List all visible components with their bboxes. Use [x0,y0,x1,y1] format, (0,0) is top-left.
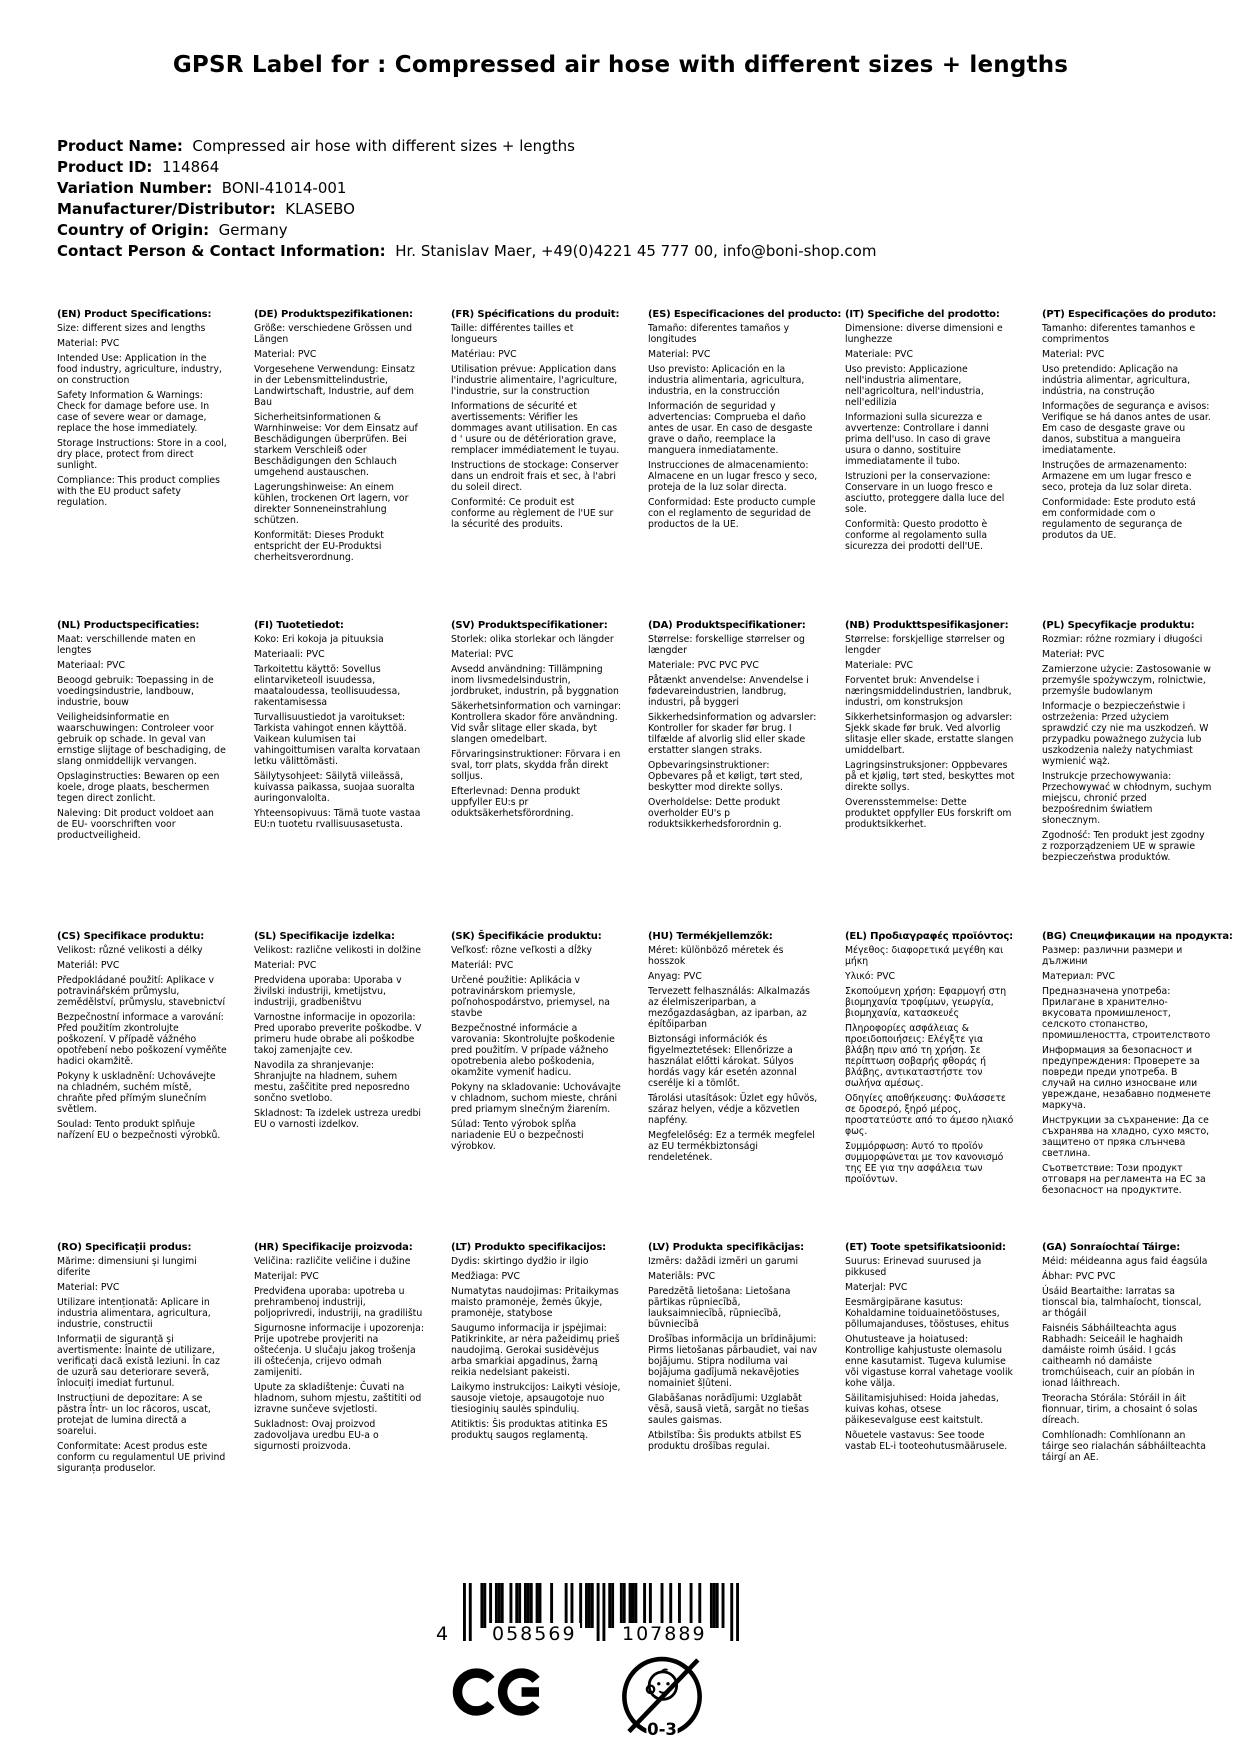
spec-block-sv [451,620,631,931]
spec-block-title: (CS) Specifikace produktu: [57,931,205,942]
spec-paragraph: Förvaringsinstruktioner: Förvara i en sval, torr plats, skydda från direkt solljus. [451,749,621,782]
spec-paragraph: Storage Instructions: Store in a cool, dry place, protect from direct sunlight. [57,438,227,471]
spec-paragraph: Veľkosť: rôzne veľkosti a dĺžky [451,945,592,956]
product-info [57,136,876,262]
spec-paragraph: Информация за безопасност и предупреждения: Проверете за повреди преди употреба. В случай на силно износване или увреждане, незабавно подменете маркуча. [1042,1045,1211,1111]
spec-paragraph: Instruções de armazenamento: Armazene em um lugar fresco e seco, proteja da luz solar direta. [1042,460,1192,493]
spec-paragraph: Материал: PVC [1042,971,1115,982]
spec-paragraph: Opbevaringsinstruktioner: Opbevares på et køligt, tørt sted, beskytter mod direkte sollys. [648,760,803,793]
spec-block-sk [451,931,631,1242]
spec-block-ro [57,1242,237,1553]
spec-paragraph: Beoogd gebruik: Toepassing in de voedingsindustrie, landbouw, industrie, bouw [57,675,214,708]
product-field [57,220,876,241]
spec-paragraph: Conformitate: Acest produs este conform cu regulamentul UE privind siguranța produselor. [57,1441,226,1474]
spec-block-title: (NL) Productspecificaties: [57,620,200,631]
spec-paragraph: Utilisation prévue: Application dans l'industrie alimentaire, l'agriculture, l'industrie, sur la construction [451,364,618,397]
spec-paragraph: Paredzētā lietošana: Lietošana pārtikas rūpniecībā, lauksaimniecībā, rūpniecībā, būvniecībā [648,1286,791,1330]
spec-paragraph: Megfelelőség: Ez a termék megfelel az EU termékbiztonsági rendeletének. [648,1130,815,1163]
spec-block-pt [1042,309,1222,620]
spec-block-title: (GA) Sonraíochtaí Táirge: [1042,1242,1181,1253]
spec-paragraph: Nõuetele vastavus: See toode vastab EL-i tooteohutusmäärusele. [845,1430,1008,1452]
spec-paragraph: Πληροφορίες ασφάλειας & προειδοποιήσεις: Ελέγξτε για βλάβη πριν από τη χρήση. Σε περίπτωση σοβαρής φθοράς ή βλάβης, αντικαταστήστε τον σωλήνα αμέσως. [845,1023,987,1089]
product-field-label: Country of Origin: [57,221,210,239]
spec-paragraph: Méret: különböző méretek és hosszok [648,945,784,967]
spec-block-title: (SV) Produktspecifikationer: [451,620,608,631]
spec-paragraph: Drošības informācija un brīdinājumi: Pirms lietošanas pārbaudiet, vai nav bojājumu. Stipra nodiluma vai bojājuma gadījumā nekavējoties nomainiet šļūteni. [648,1334,818,1389]
spec-paragraph: Size: different sizes and lengths [57,323,206,334]
spec-paragraph: Intended Use: Application in the food industry, agriculture, industry, on construction [57,353,222,386]
product-field-label: Variation Number: [57,179,213,197]
spec-paragraph: Určené použitie: Aplikácia v potravinárskom priemysle, poľnohospodárstvo, priemysel, na stavbe [451,975,610,1019]
spec-paragraph: Instrucțiuni de depozitare: A se păstra într- un loc răcoros, uscat, protejat de lumina directă a soarelui. [57,1393,211,1437]
spec-block-title: (SL) Specifikacije izdelka: [254,931,395,942]
spec-paragraph: Bezpečnostné informácie a varovania: Skontrolujte poškodenie pred použitím. V prípade vážneho opotrebenia alebo poškodenia, okamžite vymeniť hadicu. [451,1023,615,1078]
spec-paragraph: Tamaño: diferentes tamaños y longitudes [648,323,790,345]
spec-paragraph: Bezpečnostní informace a varování: Před použitím zkontrolujte poškození. V případě vážného opotřebení nebo poškození vyměňte hadici okamžitě. [57,1012,227,1067]
spec-paragraph: Sicherheitsinformationen & Warnhinweise: Vor dem Einsatz auf Beschädigungen überprüfen. Bei starkem Verschleiß oder Beschädigungen den Schlauch umgehend austauschen. [254,412,418,478]
spec-block-es [648,309,842,620]
spec-paragraph: Naleving: Dit product voldoet aan de EU- voorschriften voor productveiligheid. [57,808,214,841]
spec-paragraph: Soulad: Tento produkt splňuje nařízení EU o bezpečnosti výrobků. [57,1119,221,1141]
spec-paragraph: Conformità: Questo prodotto è conforme al regolamento sulla sicurezza dei prodotti dell'UE. [845,519,988,552]
spec-block-de [254,309,434,620]
spec-paragraph: Safety Information & Warnings: Check for damage before use. In case of severe wear or damage, replace the hose immediately. [57,390,210,434]
product-field-value: BONI-41014-001 [212,179,347,197]
spec-paragraph: Tervezett felhasználás: Alkalmazás az élelmiszeriparban, a mezőgazdaságban, az iparban, az építőiparban [648,986,811,1030]
spec-paragraph: Uso previsto: Applicazione nell'industria alimentare, nell'agricoltura, nell'industria, nell'edilizia [845,364,984,408]
spec-block-ga [1042,1242,1222,1553]
spec-block-sl [254,931,434,1242]
spec-block-it [845,309,1025,620]
spec-block-pl [1042,620,1222,931]
spec-block-title: (FR) Spécifications du produit: [451,309,620,320]
spec-paragraph: Efterlevnad: Denna produkt uppfyller EU:s pr oduktsäkerhetsförordning. [451,786,580,819]
spec-paragraph: Dimensione: diverse dimensioni e lunghezze [845,323,1003,345]
spec-block-nl [57,620,237,931]
spec-paragraph: Atbilstība: Šis produkts atbilst ES produktu drošības regulai. [648,1430,802,1452]
spec-paragraph: Anyag: PVC [648,971,702,982]
spec-paragraph: Velikost: različne velikosti in dolžine [254,945,421,956]
product-field [57,157,876,178]
spec-block-hr [254,1242,434,1553]
spec-paragraph: Materiale: PVC [845,349,914,360]
spec-paragraph: Materjal: PVC [845,1282,908,1293]
spec-paragraph: Informações de segurança e avisos: Verifique se há danos antes de usar. Em caso de desgaste grave ou danos, substitua a mangueira imediatamente. [1042,401,1211,456]
spec-block-lt [451,1242,631,1553]
spec-block-da [648,620,828,931]
spec-paragraph: Compliance: This product complies with the EU product safety regulation. [57,475,220,508]
spec-block-bg [1042,931,1233,1242]
spec-paragraph: Conformidade: Este produto está em conformidade com o regulamento de segurança de produtos da UE. [1042,497,1196,541]
barcode-group1: 058569 [489,1623,580,1645]
spec-block-title: (RO) Specificații produs: [57,1242,192,1253]
spec-paragraph: Ohutusteave ja hoiatused: Kontrollige kahjustuste olemasolu enne kasutamist. Tugeva kulumise või vigastuse korral vahetage voolik kohe välja. [845,1334,1013,1389]
barcode-group2: 107889 [619,1623,710,1645]
spec-block-title: (DA) Produktspecifikationer: [648,620,806,631]
spec-paragraph: Uso previsto: Aplicación en la industria alimentaria, agricultura, industria, en la construcción [648,364,805,397]
spec-paragraph: Sikkerhedsinformation og advarsler: Kontroller for skader før brug. I tilfælde af alvorlig slid eller skade erstatter slangen straks. [648,712,817,756]
spec-paragraph: Información de seguridad y advertencias: Comprueba el daño antes de usar. En caso de desgaste grave o daño, reemplace la manguera inmediatamente. [648,401,813,456]
spec-paragraph: Velikost: různé velikosti a délky [57,945,203,956]
spec-block-fi [254,620,434,931]
spec-paragraph: Mărime: dimensiuni și lungimi diferite [57,1256,197,1278]
spec-paragraph: Dydis: skirtingo dydžio ir ilgio [451,1256,589,1267]
product-field [57,136,876,157]
spec-paragraph: Overensstemmelse: Dette produktet oppfyller EUs forskrift om produktsikkerhet. [845,797,1012,830]
spec-block-title: (ES) Especificaciones del producto: [648,309,842,320]
product-field-label: Product ID: [57,158,153,176]
product-field-label: Manufacturer/Distributor: [57,200,276,218]
spec-paragraph: Material: PVC [451,649,514,660]
spec-paragraph: Υλικό: PVC [845,971,896,982]
spec-paragraph: Medžiaga: PVC [451,1271,520,1282]
spec-paragraph: Material: PVC [254,960,317,971]
spec-paragraph: Materiál: PVC [451,960,514,971]
spec-paragraph: Tárolási utasítások: Üzlet egy hűvös, száraz helyen, védje a közvetlen napfény. [648,1093,818,1126]
spec-block-et [845,1242,1025,1553]
product-field [57,199,876,220]
spec-paragraph: Conformité: Ce produit est conforme au règlement de l'UE sur la sécurité des produits. [451,497,614,530]
product-field [57,178,876,199]
spec-paragraph: Ábhar: PVC PVC [1042,1271,1116,1282]
spec-paragraph: Rozmiar: różne rozmiary i długości [1042,634,1203,645]
spec-paragraph: Lagringsinstruksjoner: Oppbevares på et kjølig, tørt sted, beskyttes mot direkte sollys. [845,760,1015,793]
spec-paragraph: Faisnéis Sábháilteachta agus Rabhadh: Seiceáil le haghaidh damáiste roimh úsáid. I gcás caitheamh nó damáiste tromchúiseach, cuir an píobán in ionad láithreach. [1042,1323,1195,1389]
spec-paragraph: Säilytysohjeet: Säilytä viileässä, kuivassa paikassa, suojaa suoralta auringonvalolta. [254,771,415,804]
spec-paragraph: Saugumo informacija ir įspėjimai: Patikrinkite, ar nėra pažeidimų prieš naudojimą. Gerokai susidėvėjus arba smarkiai apgadinus, žarną reikia nedelsiant pakeisti. [451,1323,620,1378]
spec-paragraph: Úsáid Beartaithe: Iarratas sa tionscal bia, talmhaíocht, tionscal, ar thógáil [1042,1286,1202,1319]
spec-paragraph: Istruzioni per la conservazione: Conservare in un luogo fresco e asciutto, proteggere dalla luce del sole. [845,471,1005,515]
product-field [57,241,876,262]
spec-paragraph: Overholdelse: Dette produkt overholder EU's p roduktsikkerhedsforordnin g. [648,797,782,830]
spec-paragraph: Pokyny k uskladnění: Uchovávejte na chladném, suchém místě, chraňte před přímým slunečním světlem. [57,1071,216,1115]
spec-paragraph: Informacje o bezpieczeństwie i ostrzeżenia: Przed użyciem sprawdzić czy nie ma uszkodzeń. W przypadku poważnego zużycia lub uszkodzenia należy natychmiast wymienić wąż. [1042,701,1209,767]
product-field-value: 114864 [152,158,220,176]
spec-paragraph: Инструкции за съхранение: Да се съхранява на хладно, сухо място, защитено от пряка слънчева светлина. [1042,1115,1210,1159]
spec-paragraph: Utilizare intenționată: Aplicare in industria alimentara, agricultura, industrie, constructii [57,1297,211,1330]
spec-paragraph: Material: PVC [1042,349,1105,360]
spec-paragraph: Størrelse: forskellige størrelser og længder [648,634,805,656]
spec-block-title: (LV) Produkta specifikācijas: [648,1242,804,1253]
spec-paragraph: Navodila za shranjevanje: Shranjujte na hladnem, suhem mestu, zaščitite pred neposredno sončno svetlobo. [254,1060,410,1104]
spec-paragraph: Koko: Eri kokoja ja pituuksia [254,634,384,645]
spec-paragraph: Materiaal: PVC [57,660,126,671]
spec-paragraph: Biztonsági információk és figyelmeztetések: Ellenőrizze a használat előtti károkat. Súlyos hordás vagy kár esetén azonnal cserélje ki a tömlőt. [648,1034,797,1089]
spec-paragraph: Material: PVC [57,1282,120,1293]
spec-paragraph: Størrelse: forskjellige størrelser og lengder [845,634,1005,656]
spec-paragraph: Συμμόρφωση: Αυτό το προϊόν συμμορφώνεται με τον κανονισμό της ΕΕ για την ασφάλεια των προϊόντων. [845,1141,1004,1185]
spec-paragraph: Предназначена употреба: Прилагане в хранително- вкусовата промишленост, селското стопанство, промишлеността, строителството [1042,986,1211,1041]
spec-block-en [57,309,237,620]
spec-paragraph: Izmērs: dažādi izmēri un garumi [648,1256,799,1267]
spec-paragraph: Suurus: Erinevad suurused ja pikkused [845,1256,982,1278]
spec-paragraph: Μέγεθος: διαφορετικά μεγέθη και μήκη [845,945,1004,967]
spec-paragraph: Maat: verschillende maten en lengtes [57,634,196,656]
spec-paragraph: Opslaginstructies: Bewaren op een koele, droge plaats, beschermen tegen direct zonlicht. [57,771,220,804]
ce-mark-icon [452,1668,546,1716]
page-title: GPSR Label for : Compressed air hose with different sizes + lengths [172,52,1069,78]
spec-paragraph: Material: PVC [57,338,120,349]
spec-paragraph: Konformität: Dieses Produkt entspricht der EU-Produktsi cherheitsverordnung. [254,530,384,563]
spec-paragraph: Säkerhetsinformation och varningar: Kontrollera skador före användning. Vid svår slitage eller skada, byt slangen omedelbart. [451,701,622,745]
spec-paragraph: Zgodność: Ten produkt jest zgodny z rozporządzeniem UE w sprawie bezpieczeństwa produktów. [1042,830,1205,863]
spec-paragraph: Instructions de stockage: Conserver dans un endroit frais et sec, à l'abri du soleil direct. [451,460,619,493]
product-field-value: Germany [209,221,288,239]
spec-paragraph: Súlad: Tento výrobok spĺňa nariadenie EÚ o bezpečnosti výrobkov. [451,1119,584,1152]
spec-paragraph: Materiaali: PVC [254,649,325,660]
spec-paragraph: Instrukcje przechowywania: Przechowywać w chłodnym, suchym miejscu, chronić przed bezpośrednim światłem słonecznym. [1042,771,1212,826]
spec-paragraph: Uso pretendido: Aplicação na indústria alimentar, agricultura, indústria, na construção [1042,364,1191,397]
spec-paragraph: Forventet bruk: Anvendelse i næringsmiddelindustrien, landbruk, industri, om konstruksjon [845,675,1012,708]
spec-paragraph: Avsedd användning: Tillämpning inom livsmedelsindustrin, jordbruket, industrin, på byggnation [451,664,619,697]
spec-block-title: (PL) Specyfikacje produktu: [1042,620,1195,631]
spec-paragraph: Treoracha Stórála: Stóráil in áit fionnuar, tirim, a chosaint ó solas díreach. [1042,1393,1198,1426]
spec-block-el [845,931,1025,1242]
spec-block-title: (EL) Προδιαγραφές προϊόντος: [845,931,1013,942]
spec-paragraph: Instrucciones de almacenamiento: Almacene en un lugar fresco y seco, proteja de la luz solar directa. [648,460,818,493]
spec-paragraph: Skladnost: Ta izdelek ustreza uredbi EU o varnosti izdelkov. [254,1108,422,1130]
spec-paragraph: Numatytas naudojimas: Pritaikymas maisto pramonėje, žemės ūkyje, pramonėje, statybose [451,1286,619,1319]
spec-block-title: (HR) Specifikacije proizvoda: [254,1242,413,1253]
spec-paragraph: Zamierzone użycie: Zastosowanie w przemyśle spożywczym, rolnictwie, przemyśle budowlanym [1042,664,1211,697]
spec-paragraph: Předpokládané použití: Aplikace v potravinářském průmyslu, zemědělství, průmyslu, stavebnictví [57,975,226,1008]
spec-paragraph: Turvallisuustiedot ja varoitukset: Tarkista vahingot ennen käyttöä. Vaikean kulumisen tai vahingoittumisen varalta korvataan letku välittömästi. [254,712,421,767]
spec-paragraph: Οδηγίες αποθήκευσης: Φυλάσσετε σε δροσερό, ξηρό μέρος, προστατεύστε από το άμεσο ηλιακό φως. [845,1093,1014,1137]
spec-paragraph: Tamanho: diferentes tamanhos e comprimentos [1042,323,1196,345]
spec-paragraph: Materiale: PVC PVC PVC [648,660,759,671]
spec-paragraph: Съответствие: Този продукт отговаря на регламента на ЕС за безопасност на продуктите. [1042,1163,1206,1196]
age-warning-icon [616,1648,708,1749]
spec-paragraph: Lagerungshinweise: An einem kühlen, trockenen Ort lagern, vor direkter Sonneneinstrahlung schützen. [254,482,409,526]
spec-paragraph: Predvidena uporaba: Uporaba v živilski industriji, kmetijstvu, industriji, gradbeništvu [254,975,402,1008]
spec-block-title: (ET) Toote spetsifikatsioonid: [845,1242,1006,1253]
spec-paragraph: Material: PVC [254,349,317,360]
spec-paragraph: Materiale: PVC [845,660,914,671]
spec-block-title: (HU) Termékjellemzők: [648,931,773,942]
spec-block-title: (NB) Produkttspesifikasjoner: [845,620,1009,631]
age-range-label: 0-3 [647,1720,677,1740]
spec-block-cs [57,931,237,1242]
spec-paragraph: Méid: méideanna agus faid éagsúla [1042,1256,1208,1267]
spec-paragraph: Atitiktis: Šis produktas atitinka ES produktų saugos reglamentą. [451,1419,608,1441]
spec-paragraph: Pokyny na skladovanie: Uchovávajte v chladnom, suchom mieste, chráni pred priamym slnečným žiarením. [451,1082,621,1115]
spec-paragraph: Matériau: PVC [451,349,517,360]
spec-paragraph: Laikymo instrukcijos: Laikyti vėsioje, sausoje vietoje, apsaugotoje nuo tiesioginių saulės spindulių. [451,1382,621,1415]
spec-block-title: (IT) Specifiche del prodotto: [845,309,1000,320]
product-field-value: KLASEBO [275,200,355,218]
spec-paragraph: Materiál: PVC [57,960,120,971]
spec-paragraph: Materiał: PVC [1042,649,1105,660]
spec-block-title: (DE) Produktspezifikationen: [254,309,413,320]
spec-paragraph: Sukladnost: Ovaj proizvod zadovoljava uredbu EU-a o sigurnosti proizvoda. [254,1419,379,1452]
spec-paragraph: Größe: verschiedene Grössen und Längen [254,323,413,345]
spec-paragraph: Predviđena uporaba: upotreba u prehrambenoj industriji, poljoprivredi, industriji, na gradilištu [254,1286,423,1319]
spec-grid [57,309,1233,1553]
spec-block-title: (SK) Špecifikácie produktu: [451,931,602,942]
spec-block-title: (BG) Спецификации на продукта: [1042,931,1233,942]
spec-paragraph: Informații de siguranță și avertismente: Înainte de utilizare, verificați dacă există leziuni. În caz de uzură sau deteriorare severă, înlocuiți imediat furtunul. [57,1334,220,1389]
spec-block-fr [451,309,631,620]
spec-block-lv [648,1242,828,1553]
spec-paragraph: Glabāšanas norādījumi: Uzglabāt vēsā, sausā vietā, sargāt no tiešas saules gaismas. [648,1393,809,1426]
spec-block-title: (FI) Tuotetiedot: [254,620,344,631]
spec-block-hu [648,931,828,1242]
spec-paragraph: Taille: différentes tailles et longueurs [451,323,574,345]
barcode [436,1583,739,1649]
spec-paragraph: Informazioni sulla sicurezza e avvertenze: Controllare i danni prima dell'uso. In caso di grave usura o danno, sostituire immediatamente il tubo. [845,412,991,467]
spec-paragraph: Upute za skladištenje: Čuvati na hladnom, suhom mjestu, zaštititi od izravne sunčeve svjetlosti. [254,1382,422,1415]
spec-paragraph: Veiligheidsinformatie en waarschuwingen: Controleer voor gebruik op schade. In geval van ernstige slijtage of beschadiging, de slang onmiddellijk vervangen. [57,712,226,767]
spec-paragraph: Vorgesehene Verwendung: Einsatz in der Lebensmittelindustrie, Landwirtschaft, Industrie, auf dem Bau [254,364,415,408]
spec-block-title: (LT) Produkto specifikacijos: [451,1242,607,1253]
spec-paragraph: Eesmärgipärane kasutus: Kohaldamine toiduainetööstuses, põllumajanduses, tööstuses, ehitus [845,1297,1009,1330]
spec-paragraph: Veličina: različite veličine i dužine [254,1256,411,1267]
spec-paragraph: Sikkerhetsinformasjon og advarsler: Sjekk skade før bruk. Ved alvorlig slitasje eller skade, erstatte slangen umiddelbart. [845,712,1014,756]
spec-block-title: (EN) Product Specifications: [57,309,212,320]
product-field-label: Contact Person & Contact Information: [57,242,386,260]
spec-paragraph: Materiāls: PVC [648,1271,716,1282]
spec-paragraph: Comhlíonadh: Comhlíonann an táirge seo rialachán sábháilteachta táirgí an AE. [1042,1430,1206,1463]
spec-paragraph: Размер: различни размери и дължини [1042,945,1183,967]
spec-paragraph: Säilitamisjuhised: Hoida jahedas, kuivas kohas, otsese päikesevalguse eest kaitstult. [845,1393,999,1426]
spec-paragraph: Tarkoitettu käyttö: Sovellus elintarviketeoll isuudessa, maataloudessa, teollisuudessa, rakentamisessa [254,664,401,708]
spec-paragraph: Conformidad: Este producto cumple con el reglamento de seguridad de productos de la UE. [648,497,816,530]
spec-paragraph: Materijal: PVC [254,1271,319,1282]
spec-block-title: (PT) Especificações do produto: [1042,309,1217,320]
spec-paragraph: Påtænkt anvendelse: Anvendelse i fødevareindustrien, landbrug, industri, på byggeri [648,675,809,708]
spec-paragraph: Yhteensopivuus: Tämä tuote vastaa EU:n tuotetu rvallisuusasetusta. [254,808,421,830]
product-field-label: Product Name: [57,137,183,155]
spec-paragraph: Storlek: olika storlekar och längder [451,634,614,645]
spec-block-nb [845,620,1025,931]
spec-paragraph: Informations de sécurité et avertissements: Vérifier les dommages avant utilisation. En cas d ' usure ou de détérioration grave, remplacer immédiatement le tuyau. [451,401,620,456]
product-field-value: Hr. Stanislav Maer, +49(0)4221 45 777 00, info@boni-shop.com [385,242,877,260]
spec-paragraph: Sigurnosne informacije i upozorenja: Prije upotrebe provjeriti na oštećenja. U slučaju jakog trošenja ili oštećenja, crijevo odmah zamijeniti. [254,1323,424,1378]
barcode-first-digit: 4 [436,1623,449,1645]
spec-paragraph: Varnostne informacije in opozorila: Pred uporabo preverite poškodbe. V primeru hude obrabe ali poškodbe takoj zamenjajte cev. [254,1012,422,1056]
spec-paragraph: Σκοπούμενη χρήση: Εφαρμογή στη βιομηχανία τροφίμων, γεωργία, βιομηχανία, κατασκευές [845,986,1007,1019]
spec-paragraph: Material: PVC [648,349,711,360]
product-field-value: Compressed air hose with different sizes + lengths [182,137,575,155]
